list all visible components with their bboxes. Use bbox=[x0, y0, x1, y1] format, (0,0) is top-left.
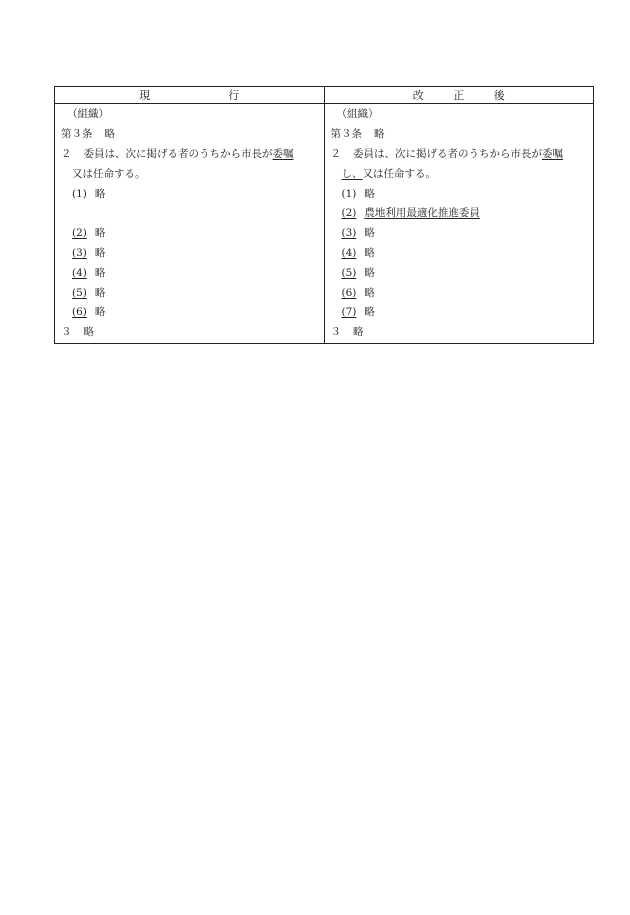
current-item-2-num: (2) bbox=[72, 227, 87, 240]
revised-item-7-text: 略 bbox=[364, 306, 375, 319]
revised-item-4-text: 略 bbox=[364, 247, 375, 260]
current-item-1-text: 略 bbox=[94, 187, 106, 200]
current-item-5 bbox=[55, 284, 324, 304]
current-item-6-num: (6) bbox=[72, 306, 87, 319]
revised-article bbox=[325, 125, 594, 145]
current-paragraph-2-cont: 又は任命する。 bbox=[72, 167, 146, 180]
table-header-row bbox=[55, 87, 593, 104]
header-current-label bbox=[139, 87, 239, 103]
current-para2-number: ２ bbox=[61, 148, 72, 161]
header-revised-char-2: 正 bbox=[453, 89, 465, 103]
header-current bbox=[55, 87, 324, 103]
current-blank-line bbox=[55, 204, 324, 224]
revised-article-text: 略 bbox=[374, 128, 385, 141]
current-item-4 bbox=[55, 264, 324, 284]
current-item-4-num: (4) bbox=[72, 266, 87, 279]
revised-item-2 bbox=[325, 204, 594, 224]
revised-item-1-num: (1) bbox=[341, 187, 357, 200]
revised-item-4-num: (4) bbox=[341, 247, 357, 260]
header-revised bbox=[324, 87, 594, 103]
current-item-5-text: 略 bbox=[94, 286, 106, 299]
current-heading: （組織） bbox=[67, 108, 109, 121]
current-item-5-num: (5) bbox=[72, 286, 87, 299]
revised-item-6-num: (6) bbox=[341, 286, 357, 299]
revised-item-6-text: 略 bbox=[364, 286, 375, 299]
revised-item-6 bbox=[325, 284, 594, 304]
header-revised-label bbox=[413, 87, 505, 103]
revised-item-7 bbox=[325, 303, 594, 323]
revised-item-7-num: (7) bbox=[341, 306, 357, 319]
revised-heading: （組織） bbox=[336, 108, 379, 121]
current-item-3 bbox=[55, 244, 324, 264]
header-current-char-1: 現 bbox=[139, 89, 151, 103]
current-item-6-text: 略 bbox=[94, 306, 106, 319]
current-item-1-num: (1) bbox=[72, 187, 87, 200]
header-revised-char-1: 改 bbox=[412, 89, 424, 103]
header-revised-char-3: 後 bbox=[493, 89, 505, 103]
current-para2-text: 委員は、次に掲げる者のうちから市長が bbox=[83, 148, 273, 161]
revised-item-3-num: (3) bbox=[341, 227, 357, 240]
revised-item-5-text: 略 bbox=[364, 266, 375, 279]
revised-para3-text: 略 bbox=[353, 326, 364, 339]
current-item-6 bbox=[55, 303, 324, 323]
revised-item-1 bbox=[325, 185, 594, 205]
current-item-2-text: 略 bbox=[94, 227, 106, 240]
current-article bbox=[55, 125, 324, 145]
current-paragraph-3 bbox=[55, 323, 324, 343]
header-current-char-2: 行 bbox=[228, 89, 240, 103]
comparison-table bbox=[54, 86, 594, 344]
revised-item-2-num: (2) bbox=[341, 207, 357, 220]
revised-para2-cont-text: 又は任命する。 bbox=[362, 167, 436, 180]
current-article-text: 略 bbox=[104, 128, 115, 141]
revised-column bbox=[324, 104, 594, 343]
revised-para2-underlined: 委嘱 bbox=[542, 148, 563, 161]
revised-article-number: 第３条 bbox=[330, 128, 362, 141]
revised-item-2-text: 農地利用最適化推進委員 bbox=[364, 207, 480, 220]
revised-item-4 bbox=[325, 244, 594, 264]
revised-item-5-num: (5) bbox=[341, 266, 357, 279]
revised-item-5 bbox=[325, 264, 594, 284]
table-body-row bbox=[55, 104, 593, 343]
revised-para3-number: ３ bbox=[330, 326, 341, 339]
revised-item-3-text: 略 bbox=[364, 227, 375, 240]
revised-paragraph-3 bbox=[325, 323, 594, 343]
revised-item-1-text: 略 bbox=[364, 187, 375, 200]
revised-para2-cont-underlined: し、 bbox=[341, 167, 363, 180]
revised-paragraph-2 bbox=[325, 145, 594, 165]
revised-paragraph-2-cont bbox=[325, 165, 594, 185]
revised-para2-number: ２ bbox=[330, 148, 341, 161]
current-para3-number: ３ bbox=[61, 326, 72, 339]
current-item-1 bbox=[55, 185, 324, 205]
current-column bbox=[55, 104, 324, 343]
current-item-3-num: (3) bbox=[72, 247, 87, 260]
revised-para2-text: 委員は、次に掲げる者のうちから市長が bbox=[353, 148, 542, 161]
current-paragraph-2 bbox=[55, 145, 324, 165]
current-item-3-text: 略 bbox=[94, 247, 106, 260]
current-article-number: 第３条 bbox=[61, 128, 93, 141]
current-para3-text: 略 bbox=[83, 326, 94, 339]
current-para2-underlined: 委嘱 bbox=[272, 148, 294, 161]
current-item-2 bbox=[55, 224, 324, 244]
revised-item-3 bbox=[325, 224, 594, 244]
current-item-4-text: 略 bbox=[94, 266, 106, 279]
